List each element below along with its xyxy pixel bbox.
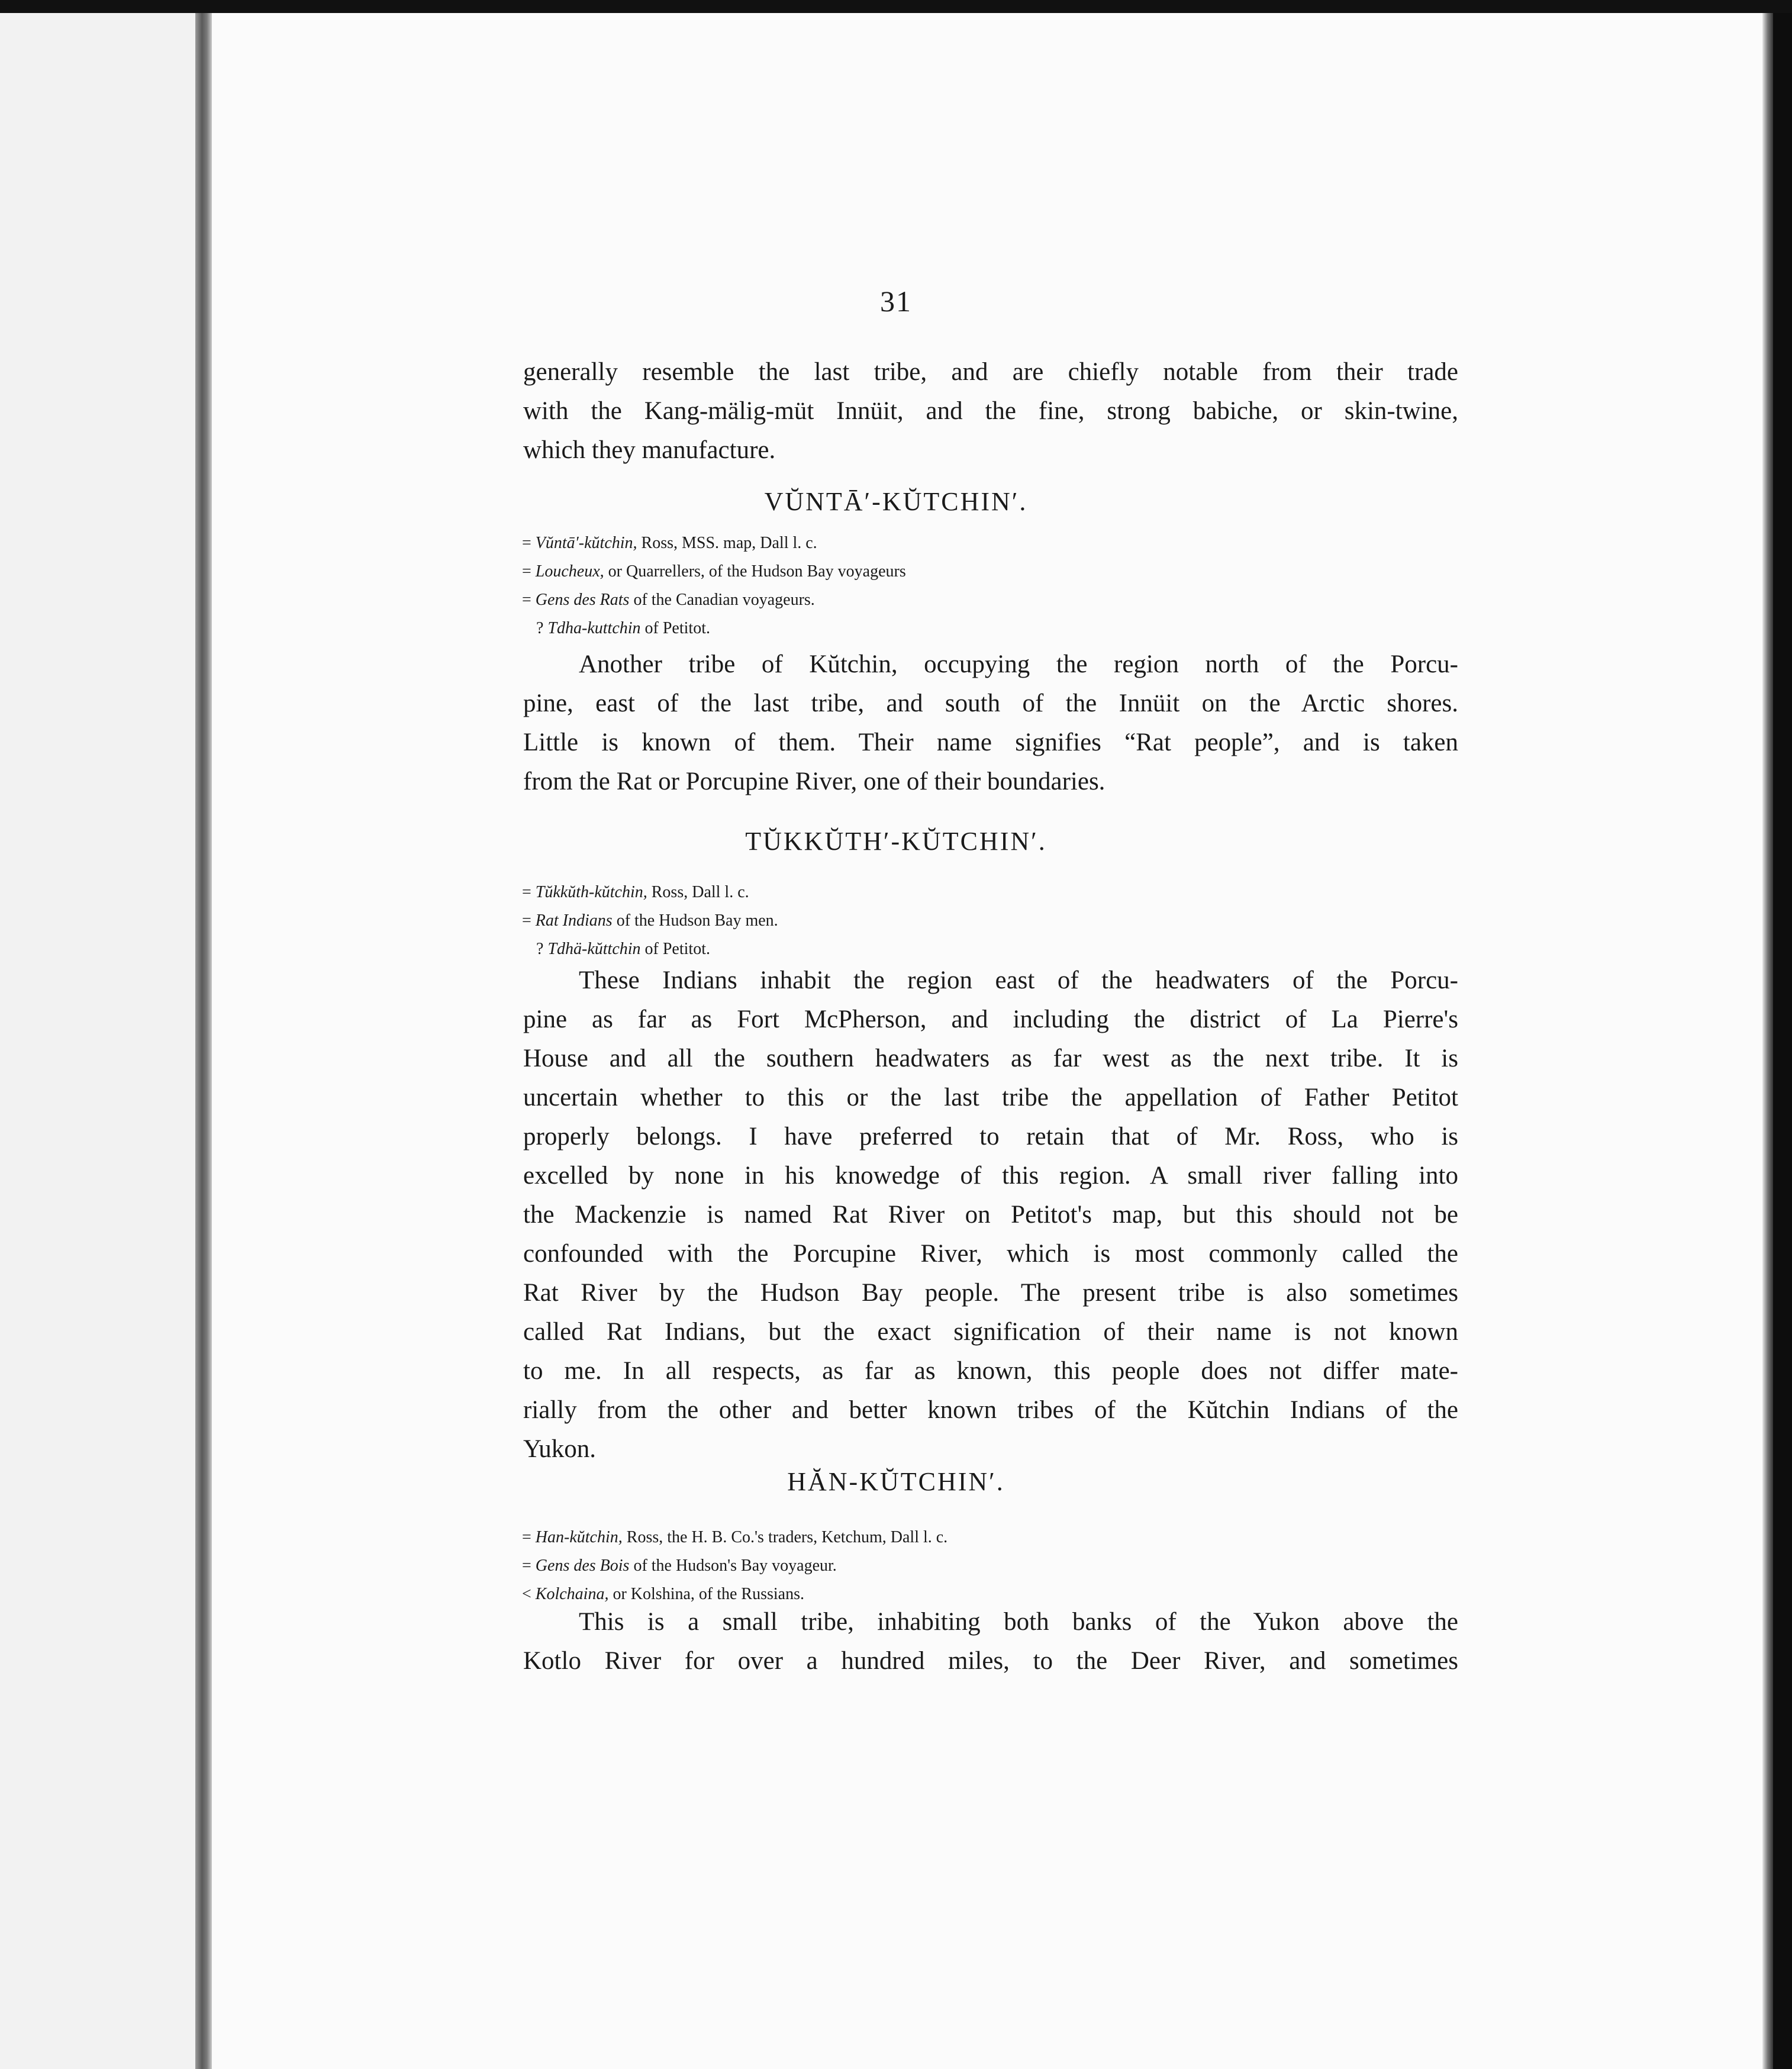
page-number: 31 bbox=[880, 285, 912, 318]
synonym-name: Vŭntā′-kŭtchin, bbox=[535, 534, 637, 552]
synonym-source: or Kolshina, of the Russians. bbox=[613, 1585, 804, 1603]
text-line: generally resemble the last tribe, and are chiefly notable from their trade bbox=[523, 358, 1458, 386]
synonym-prefix: < bbox=[522, 1585, 531, 1603]
synonym-prefix: = bbox=[522, 534, 531, 552]
synonym-source: Ross, MSS. map, Dall l. c. bbox=[641, 534, 817, 552]
synonym-prefix: ? bbox=[536, 940, 544, 958]
synonym-source: of the Hudson Bay men. bbox=[616, 911, 778, 930]
section-paragraph bbox=[523, 645, 1458, 801]
synonym-name: Tdha-kuttchin bbox=[547, 619, 641, 637]
synonym-prefix: ? bbox=[536, 619, 544, 637]
synonym-entry bbox=[522, 907, 1351, 935]
text-line: pine, east of the last tribe, and south of the Innüit on the Arctic shores. bbox=[523, 689, 1458, 717]
synonym-name: Gens des Rats bbox=[535, 591, 630, 609]
section-heading: HĂN-KŬTCHIN′. bbox=[787, 1467, 1005, 1496]
synonym-source: of Petitot. bbox=[644, 940, 710, 958]
synonym-source: or Quarrellers, of the Hudson Bay voyageurs bbox=[608, 562, 906, 581]
synonym-prefix: = bbox=[522, 883, 531, 901]
synonym-name: Tŭkkŭth-kŭtchin, bbox=[535, 883, 647, 901]
text-line: the Mackenzie is named Rat River on Petitot's map, but this should not be bbox=[523, 1201, 1458, 1229]
synonym-entry bbox=[522, 878, 1351, 907]
text-line: These Indians inhabit the region east of the headwaters of the Porcu- bbox=[579, 966, 1458, 994]
text-line: excelled by none in his knowedge of this region. A small river falling into bbox=[523, 1162, 1458, 1190]
synonym-prefix: = bbox=[522, 911, 531, 930]
synonym-entry bbox=[522, 529, 1351, 557]
facing-page bbox=[0, 13, 195, 2069]
synonym-source: Ross, the H. B. Co.'s traders, Ketchum, Dall l. c. bbox=[626, 1528, 948, 1546]
page-edge bbox=[1762, 13, 1773, 2069]
synonymy-list bbox=[522, 878, 1351, 963]
intro-paragraph bbox=[523, 353, 1458, 470]
text-line: This is a small tribe, inhabiting both banks of the Yukon above the bbox=[579, 1608, 1458, 1636]
synonym-entry bbox=[522, 614, 1351, 643]
text-line: rially from the other and better known tribes of the Kŭtchin Indians of the bbox=[523, 1396, 1458, 1424]
text-line: to me. In all respects, as far as known, this people does not differ mate- bbox=[523, 1357, 1458, 1385]
text-line: uncertain whether to this or the last tribe the appellation of Father Petitot bbox=[523, 1084, 1458, 1111]
scan-top-border bbox=[0, 0, 1792, 13]
text-line: called Rat Indians, but the exact signification of their name is not known bbox=[523, 1318, 1458, 1346]
section-heading: TŬKKŬTH′-KŬTCHIN′. bbox=[745, 827, 1047, 856]
synonym-name: Gens des Bois bbox=[535, 1556, 630, 1575]
text-line: confounded with the Porcupine River, which is most commonly called the bbox=[523, 1240, 1458, 1268]
text-line: House and all the southern headwaters as far west as the next tribe. It is bbox=[523, 1045, 1458, 1072]
synonym-source: Ross, Dall l. c. bbox=[651, 883, 749, 901]
synonym-entry bbox=[522, 935, 1351, 963]
text-line: Another tribe of Kŭtchin, occupying the region north of the Porcu- bbox=[579, 650, 1458, 678]
synonymy-list bbox=[522, 1523, 1351, 1609]
synonym-name: Han-kŭtchin, bbox=[535, 1528, 623, 1546]
synonym-source: of the Canadian voyageurs. bbox=[633, 591, 815, 609]
synonymy-list bbox=[522, 529, 1351, 643]
synonym-prefix: = bbox=[522, 1556, 531, 1575]
synonym-prefix: = bbox=[522, 1528, 531, 1546]
synonym-name: Tdhä-kŭttchin bbox=[547, 940, 641, 958]
synonym-entry bbox=[522, 557, 1351, 586]
synonym-entry bbox=[522, 586, 1351, 614]
text-line: Little is known of them. Their name signifies “Rat people”, and is taken bbox=[523, 729, 1458, 756]
text-line: Kotlo River for over a hundred miles, to the Deer River, and sometimes bbox=[523, 1647, 1458, 1675]
text-line: with the Kang-mälig-müt Innüit, and the fine, strong babiche, or skin-twine, bbox=[523, 397, 1458, 425]
section-paragraph bbox=[523, 1603, 1458, 1681]
synonym-name: Loucheux, bbox=[535, 562, 604, 581]
text-line: pine as far as Fort McPherson, and including the district of La Pierre's bbox=[523, 1006, 1458, 1033]
text-line: from the Rat or Porcupine River, one of their boundaries. bbox=[523, 768, 1106, 795]
section-heading: VŬNTĀ′-KŬTCHIN′. bbox=[764, 487, 1028, 516]
section-paragraph bbox=[523, 961, 1458, 1469]
text-line: properly belongs. I have preferred to retain that of Mr. Ross, who is bbox=[523, 1123, 1458, 1150]
synonym-entry bbox=[522, 1523, 1351, 1552]
synonym-source: of the Hudson's Bay voyageur. bbox=[633, 1556, 837, 1575]
synonym-prefix: = bbox=[522, 562, 531, 581]
synonym-prefix: = bbox=[522, 591, 531, 609]
synonym-entry bbox=[522, 1552, 1351, 1580]
text-line: Rat River by the Hudson Bay people. The present tribe is also sometimes bbox=[523, 1279, 1458, 1307]
synonym-name: Kolchaina, bbox=[535, 1585, 609, 1603]
synonym-name: Rat Indians bbox=[535, 911, 613, 930]
text-line: Yukon. bbox=[523, 1435, 597, 1463]
text-line: which they manufacture. bbox=[523, 436, 776, 464]
scan-right-border bbox=[1773, 13, 1792, 2069]
book-spine bbox=[195, 13, 212, 2069]
synonym-source: of Petitot. bbox=[644, 619, 710, 637]
